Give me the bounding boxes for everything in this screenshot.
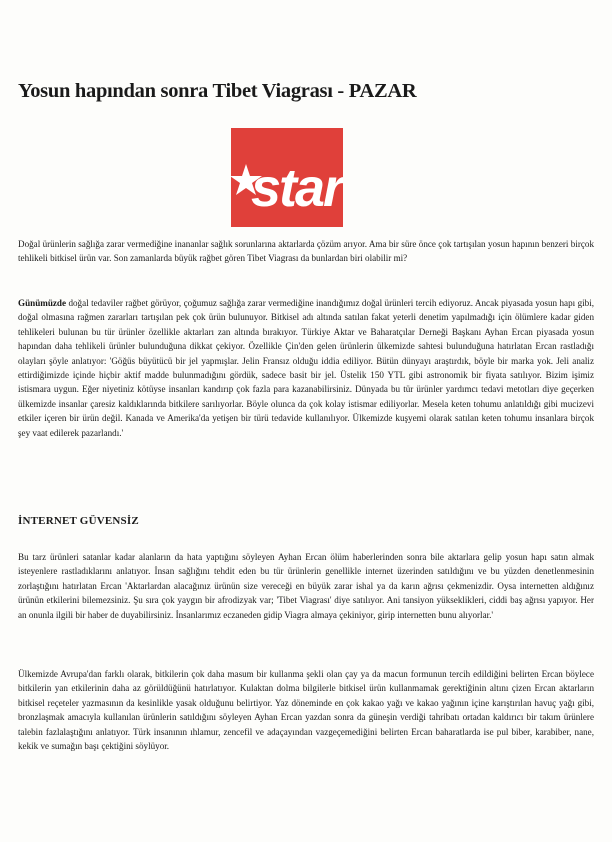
body-paragraph-1 <box>18 296 594 440</box>
section-subheading: İNTERNET GÜVENSİZ <box>18 515 139 527</box>
body-paragraph-2: Bu tarz ürünleri satanlar kadar alanların da hata yaptığını söyleyen Ayhan Ercan ölüm haberlerinden sonra bile aktarlara gelip yosun hapı satın almak isteyenlere rastladıklarını anlatıyor. İnsan sağlığını tehdit eden bu tür ürünlerin genellikle internet üzerinden satıldığını ve bu yüzden denetlenmesinin zorlaştığını hatırlatan Ercan 'Aktarlardan alacağınız ürünün size vereceği en büyük zarar ishal ya da karın ağrısı çekmenizdir. Oysa internetten aldığınız ürünün etkilerini bilemezsiniz. Şu sıra çok yaygın bir afrodizyak var; 'Tibet Viagrası' diye satılıyor. Ani tansiyon yükseklikleri, ciddi baş ağrısı yapıyor. Her an onunla ilgili bir haber de duyabilirsiniz. İnsanlarımız eczaneden gidip Viagra almaya çekiniyor, girip internetten bunu alıyorlar.' <box>18 552 594 620</box>
star-logo-icon <box>231 128 343 227</box>
intro-paragraph: Doğal ürünlerin sağlığa zarar vermediğine inananlar sağlık sorunlarına aktarlarda çözüm arıyor. Ama bir süre önce çok tartışılan yosun hapının benzeri birçok tehlikeli bitkisel ürün var. Son zamanlarda büyük rağbet gören Tibet Viagrası da bunlardan biri olabilir mi? <box>18 239 594 264</box>
body-paragraph-1-text: doğal tedaviler rağbet görüyor, çoğumuz sağlığa zarar vermediğine inandığımız doğal ürünleri tercih ediyoruz. Ancak piyasada yosun hapı gibi, doğal olmasına rağmen zararları tartışılan pek çok ürün bulunuyor. Bitkisel adı altında satılan fakat yeterli denetim yapılmadığı için ölümlere kadar giden tehlikeleri bulunan bu tür ürünler özellikle aktarları zan altında bırakıyor. Türkiye Aktar ve Baharatçılar Derneği Başkanı Ayhan Ercan piyasada yosun hapından daha tehlikeli ürünler bulunduğuna dikkat çekiyor. Özellikle Çin'den gelen ürünlerin ülkemizde sahtesi bulunduğuna hatırlatan Ercan rastladığı olayları şöyle anlatıyor: 'Göğüs büyütücü bir jel yapmışlar. Jelin Fransız olduğu iddia ediliyor. Bütün dünyayı araştırdık, böyle bir marka yok. Jeli analiz ettirdiğimizde içinde hiçbir aktif madde bulunmadığını gördük, sadece basit bir jel. Üstelik 150 YTL gibi astronomik bir fiyata satılıyor. Bizim işimiz istismara uygun. Eğer niyetiniz kötüyse insanları kandırıp çok fazla para kazanabilirsiniz. Dünyada bu tür ürünler yardımcı tedavi metotları diye geçerken ülkemizde insanlar çaresiz kaldıklarında bitkilere sarılıyorlar. Böyle olunca da çok kolay istismar ediliyorlar. Mesela keten tohumu anlatıldığı gibi mucizevi etkiler içeren bir ürün değil. Kanada ve Amerika'da yetişen bir türü tedavide kullanılıyor. Ülkemizde kuşyemi olarak satılan keten tohumu insanlara birçok şey vaat edilerek pazarlandı.' <box>18 298 594 438</box>
lead-word: Günümüzde <box>18 298 67 308</box>
body-paragraph-3: Ülkemizde Avrupa'dan farklı olarak, bitkilerin çok daha masum bir kullanma şekli olan çay ya da macun formunun tercih edildiğini belirten Ercan böylece bitkilerin yan etkilerinin daha az görüldüğünü hatırlatıyor. Kulaktan dolma bilgilerle bitkisel ürün kullanmamak gerektiğinin altını çizen Ercan aktarların bitkisel reçeteler yazmasının da kesinlikle yasak olduğunu belirtiyor. Yaz döneminde en çok kakao yağı ve kakao yağının içine karıştırılan havuç yağı gibi, bronzlaşmak amacıyla kullanılan ürünlerin satıldığını söyleyen Ayhan Ercan yazdan sonra da güneşin verdiği tahribatı ortadan kaldırıcı bir takım ürünlere talebin fazlalaştığını anlatıyor. Türk insanının ıhlamur, zencefil ve adaçayından vazgeçemediğini belirten Ercan baharatlarda ise pul biber, karabiber, nane, kekik ve sumağın başı çektiğini söylüyor. <box>18 669 594 752</box>
headline: Yosun hapından sonra Tibet Viagrası - PAZAR <box>18 80 417 102</box>
star-newspaper-logo <box>231 128 343 227</box>
logo-text: star <box>251 158 343 218</box>
